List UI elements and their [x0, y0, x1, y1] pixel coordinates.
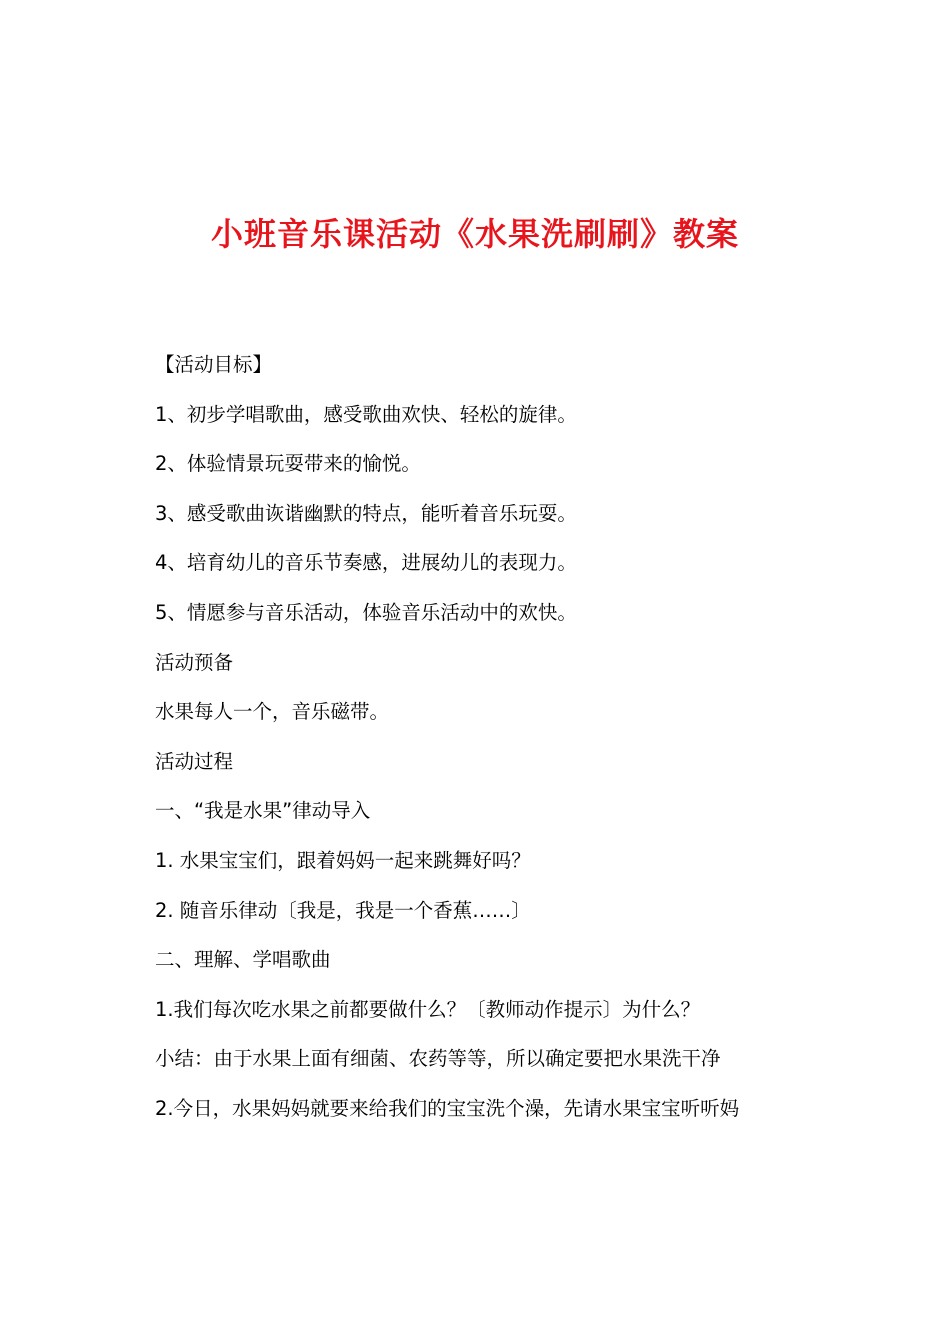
section-heading-process: 活动过程 — [155, 749, 234, 773]
goal-item-5: 5、情愿参与音乐活动，体验音乐活动中的欢快。 — [155, 600, 577, 624]
goal-item-1: 1、初步学唱歌曲，感受歌曲欢快、轻松的旋律。 — [155, 402, 577, 426]
process-step-2-item-2: 2.今日，水果妈妈就要来给我们的宝宝洗个澡，先请水果宝宝听听妈 — [155, 1096, 740, 1120]
document-title: 小班音乐课活动《水果洗刷刷》教案 — [210, 215, 739, 253]
process-step-2-heading: 二、理解、学唱歌曲 — [155, 948, 331, 972]
summary-text: 小结：由于水果上面有细菌、农药等等，所以确定要把水果洗干净 — [155, 1047, 721, 1071]
goal-item-2: 2、体验情景玩耍带来的愉悦。 — [155, 452, 421, 476]
document-body — [155, 340, 855, 1134]
section-heading-activity-goals: 【活动目标】 — [155, 353, 273, 376]
process-step-1-heading: 一、“我是水果”律动导入 — [155, 799, 371, 823]
process-step-1-item-1: 1. 水果宝宝们，跟着妈妈一起来跳舞好吗？ — [155, 848, 531, 872]
process-step-1-item-2: 2. 随音乐律动〔我是，我是一个香蕉……〕 — [155, 898, 531, 922]
goal-item-4: 4、培育幼儿的音乐节奏感，进展幼儿的表现力。 — [155, 551, 577, 575]
preparation-text: 水果每人一个，音乐磁带。 — [155, 700, 390, 724]
process-step-2-item-1: 1.我们每次吃水果之前都要做什么？〔教师动作提示〕为什么？ — [155, 997, 701, 1021]
section-heading-preparation: 活动预备 — [155, 650, 234, 674]
goal-item-3: 3、感受歌曲诙谐幽默的特点，能听着音乐玩耍。 — [155, 501, 577, 525]
